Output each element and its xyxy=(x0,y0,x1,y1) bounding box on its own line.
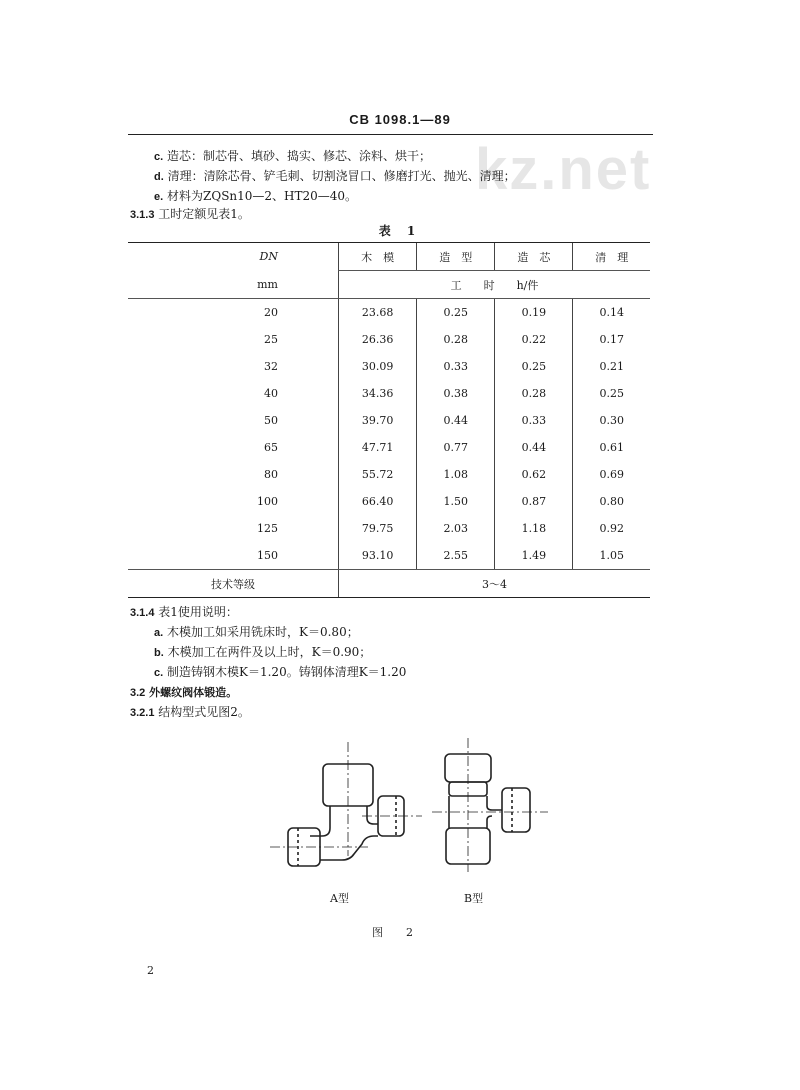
grade-label: 技术等级 xyxy=(128,570,339,598)
table-row xyxy=(128,407,650,434)
header-dn: DN xyxy=(128,243,339,271)
section-3-1-3 xyxy=(130,206,250,223)
header-unit: 工 时 h/件 xyxy=(339,271,651,299)
cell-value: 79.75 xyxy=(339,515,417,542)
header-cleaning: 清 理 xyxy=(573,243,650,271)
cell-dn: 100 xyxy=(257,495,278,508)
cell-value: 0.25 xyxy=(417,299,495,327)
item-marker: d. xyxy=(154,171,164,183)
work-hour-table xyxy=(128,242,650,598)
cell-value: 93.10 xyxy=(339,542,417,570)
cell-value: 0.25 xyxy=(495,353,573,380)
header-mm: mm xyxy=(128,271,339,299)
cell-value: 1.08 xyxy=(417,461,495,488)
type-a-centerlines xyxy=(270,742,422,856)
section-number: 3.1.3 xyxy=(130,209,155,221)
cell-value: 1.18 xyxy=(495,515,573,542)
table-row xyxy=(128,434,650,461)
cell-value: 0.80 xyxy=(573,488,650,515)
table-row xyxy=(128,353,650,380)
valve-body-figure xyxy=(250,732,570,882)
cell-value: 0.22 xyxy=(495,326,573,353)
page-header-code: CB 1098.1—89 xyxy=(349,112,451,127)
cell-value: 30.09 xyxy=(339,353,417,380)
cell-value: 0.62 xyxy=(495,461,573,488)
cell-value: 0.61 xyxy=(573,434,650,461)
item-marker: c. xyxy=(154,151,164,163)
item-marker: e. xyxy=(154,191,164,203)
cell-dn: 50 xyxy=(264,414,278,427)
item-d xyxy=(154,168,516,185)
table-row xyxy=(128,299,650,327)
cell-value: 1.50 xyxy=(417,488,495,515)
header-rule xyxy=(128,134,653,135)
figure-title: 图 2 xyxy=(372,926,419,939)
cell-value: 39.70 xyxy=(339,407,417,434)
cell-value: 0.77 xyxy=(417,434,495,461)
table-unit-row xyxy=(128,271,650,299)
item-c xyxy=(154,148,431,165)
cell-value: 0.33 xyxy=(417,353,495,380)
cell-value: 0.28 xyxy=(495,380,573,407)
note-b xyxy=(154,644,371,661)
section-3-2 xyxy=(130,684,237,701)
cell-value: 0.28 xyxy=(417,326,495,353)
cell-dn: 40 xyxy=(264,387,278,400)
cell-value: 0.33 xyxy=(495,407,573,434)
item-text: 材料为ZQSn10—2、HT20—40。 xyxy=(167,189,358,203)
item-marker: a. xyxy=(154,627,164,639)
section-text: 表1使用说明： xyxy=(158,605,238,619)
item-text: 造芯：制芯骨、填砂、捣实、修芯、涂料、烘干； xyxy=(167,149,432,163)
item-text: 木模加工如采用铣床时，K＝0.80； xyxy=(167,625,359,639)
cell-value: 0.38 xyxy=(417,380,495,407)
cell-dn: 80 xyxy=(264,468,278,481)
cell-value: 0.44 xyxy=(417,407,495,434)
section-text: 结构型式见图2。 xyxy=(158,705,250,719)
cell-value: 1.05 xyxy=(573,542,650,570)
table-row xyxy=(128,461,650,488)
cell-value: 0.30 xyxy=(573,407,650,434)
table-row xyxy=(128,515,650,542)
type-b-drawing xyxy=(445,754,530,864)
cell-dn: 125 xyxy=(257,522,278,535)
section-text: 外螺纹阀体锻造。 xyxy=(149,686,238,699)
cell-dn: 150 xyxy=(128,542,339,570)
cell-value: 0.21 xyxy=(573,353,650,380)
cell-dn: 32 xyxy=(264,360,278,373)
cell-value: 55.72 xyxy=(339,461,417,488)
cell-value: 2.55 xyxy=(417,542,495,570)
header-wood-pattern: 木 模 xyxy=(339,243,417,271)
cell-value: 26.36 xyxy=(339,326,417,353)
cell-value: 47.71 xyxy=(339,434,417,461)
cell-value: 0.69 xyxy=(573,461,650,488)
table-header-row xyxy=(128,243,650,271)
watermark: kz.net xyxy=(475,137,652,202)
header-core-making: 造 芯 xyxy=(495,243,573,271)
table-row xyxy=(128,380,650,407)
item-text: 清理：清除芯骨、铲毛刺、切割浇冒口、修磨打光、抛光、清理； xyxy=(167,169,516,183)
note-c xyxy=(154,664,406,681)
table-row xyxy=(128,326,650,353)
cell-value: 66.40 xyxy=(339,488,417,515)
cell-dn: 65 xyxy=(264,441,278,454)
item-text: 木模加工在两件及以上时，K＝0.90； xyxy=(167,645,372,659)
table-grade-row xyxy=(128,570,650,598)
cell-dn: 20 xyxy=(264,306,278,319)
type-a-drawing xyxy=(288,764,404,866)
table-row xyxy=(128,542,650,570)
cell-value: 0.25 xyxy=(573,380,650,407)
cell-value: 0.92 xyxy=(573,515,650,542)
grade-value: 3～4 xyxy=(339,570,651,598)
figure-caption-b: B型 xyxy=(464,892,484,905)
cell-value: 0.17 xyxy=(573,326,650,353)
cell-value: 34.36 xyxy=(339,380,417,407)
section-number: 3.2 xyxy=(130,687,146,699)
cell-value: 0.87 xyxy=(495,488,573,515)
cell-value: 0.14 xyxy=(573,299,650,327)
section-text: 工时定额见表1。 xyxy=(158,207,250,221)
note-a xyxy=(154,624,359,641)
cell-value: 0.19 xyxy=(495,299,573,327)
cell-value: 23.68 xyxy=(339,299,417,327)
section-number: 3.1.4 xyxy=(130,607,155,619)
item-text: 制造铸钢木模K＝1.20。铸钢体清理K＝1.20 xyxy=(167,665,407,679)
item-e xyxy=(154,188,357,205)
header-molding: 造 型 xyxy=(417,243,495,271)
table-row xyxy=(128,488,650,515)
item-marker: b. xyxy=(154,647,164,659)
section-number: 3.2.1 xyxy=(130,707,155,719)
item-marker: c. xyxy=(154,667,164,679)
cell-value: 2.03 xyxy=(417,515,495,542)
page-number: 2 xyxy=(147,964,154,977)
figure-caption-a: A型 xyxy=(330,892,349,905)
section-3-1-4 xyxy=(130,604,238,621)
cell-value: 1.49 xyxy=(495,542,573,570)
table-title: 表 1 xyxy=(378,224,422,238)
cell-value: 0.44 xyxy=(495,434,573,461)
cell-dn: 25 xyxy=(264,333,278,346)
section-3-2-1 xyxy=(130,704,250,721)
